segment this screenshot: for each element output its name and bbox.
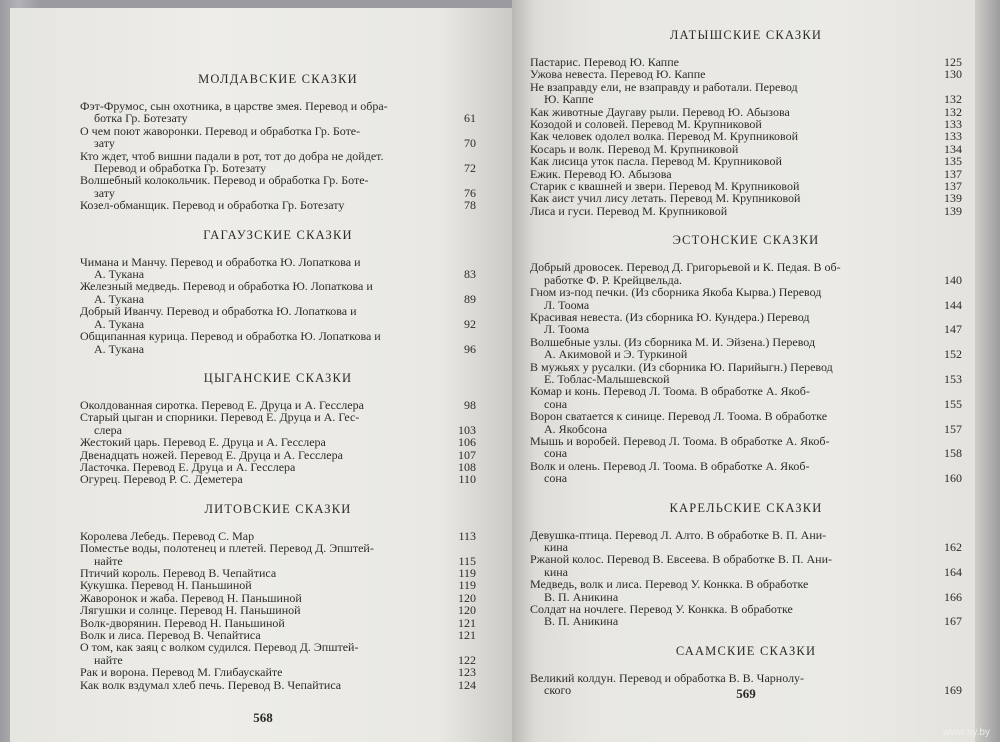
entry-title: [80, 305, 450, 330]
entry-page-number: 139: [944, 191, 962, 206]
entry-page-number: 115: [458, 553, 476, 568]
entry-line: Лягушки и солнце. Перевод Н. Паньшиной: [80, 603, 301, 618]
entry-page-number: 121: [458, 615, 476, 630]
entry-line: Е. Тоблас-Малышевской: [544, 371, 670, 386]
watermark: www.ay.by: [942, 727, 990, 738]
entry-line: Ласточка. Перевод Е. Друца и А. Гесслера: [80, 459, 296, 474]
entry-page-number: 132: [944, 92, 962, 107]
toc-entry: [530, 603, 962, 628]
entry-line: В. П. Аникина: [544, 589, 619, 604]
entry-page-number: 70: [464, 136, 476, 151]
entry-line: сона: [544, 446, 568, 461]
entry-line: А. Тукана: [94, 316, 145, 331]
toc-entry: [530, 336, 962, 361]
entry-line: сона: [544, 396, 568, 411]
entry-line: Поместье воды, полотенец и плетей. Перевод Д. Эпштей-: [80, 541, 374, 556]
toc-entry: [80, 473, 476, 485]
entry-line: Волк и лиса. Перевод В. Чепайтиса: [80, 628, 261, 642]
entry-line: А. Тукана: [94, 341, 145, 356]
entry-page-number: 120: [458, 603, 476, 618]
entry-line: Пастарис. Перевод Ю. Каппе: [530, 55, 679, 69]
entry-line: Как животные Даугаву рыли. Перевод Ю. Абызова: [530, 104, 790, 119]
right-contents: [530, 28, 962, 697]
entry-page-number: 152: [944, 347, 962, 362]
entry-page-number: 130: [944, 67, 962, 82]
toc-entry: [530, 361, 962, 386]
toc-entry: [80, 679, 476, 691]
entry-line: Волшебный колокольчик. Перевод и обработка Гр. Боте-: [80, 173, 369, 188]
entry-line: Добрый Иванчу. Перевод и обработка Ю. Лопаткова и: [80, 304, 357, 319]
entry-line: Мышь и воробей. Перевод Л. Тоома. В обработке А. Якоб-: [530, 433, 830, 448]
entry-line: Добрый дровосек. Перевод Д. Григорьевой и К. Педая. В об-: [530, 260, 841, 275]
entry-page-number: 92: [464, 316, 476, 331]
entry-page-number: 133: [944, 129, 962, 144]
entry-line: В мужьях у русалки. (Из сборника Ю. Парийыгн.) Перевод: [530, 359, 833, 374]
entry-line: ского: [544, 683, 572, 698]
entry-line: Как аист учил лису летать. Перевод М. Крупниковой: [530, 191, 801, 206]
entry-title: [530, 435, 936, 460]
entry-title: [80, 150, 450, 175]
toc-entry: [530, 553, 962, 578]
entry-title: [530, 603, 936, 628]
entry-page-number: 135: [944, 154, 962, 169]
entry-line: Чимана и Манчу. Перевод и обработка Ю. Лопаткова и: [80, 254, 361, 269]
entry-title: [80, 199, 450, 211]
entry-line: кина: [544, 540, 568, 554]
toc-section: [80, 502, 476, 691]
entry-title: [80, 330, 450, 355]
entry-line: А. Якобсона: [544, 421, 608, 436]
toc-entry: [530, 460, 962, 485]
entry-page-number: 110: [458, 472, 476, 487]
section-title: СААМСКИЕ СКАЗКИ: [675, 643, 817, 658]
toc-entry: [80, 280, 476, 305]
entry-line: Волшебные узлы. (Из сборника М. И. Эйзена.) Перевод: [530, 334, 816, 349]
entry-line: Красивая невеста. (Из сборника Ю. Кундера.) Перевод: [530, 309, 810, 324]
entry-title: [80, 280, 450, 305]
entry-line: Перевод и обработка Гр. Ботезату: [94, 161, 267, 176]
toc-entry: [530, 286, 962, 311]
entry-line: зату: [94, 136, 115, 151]
toc-entry: [80, 125, 476, 150]
entry-line: найте: [94, 652, 123, 667]
section-title: ГАГАУЗСКИЕ СКАЗКИ: [203, 227, 353, 242]
entry-line: зату: [94, 185, 115, 200]
entry-line: О чем поют жаворонки. Перевод и обработка Гр. Боте-: [80, 123, 361, 138]
entry-line: В. П. Аникина: [544, 614, 619, 629]
entry-title: [80, 411, 450, 436]
entry-page-number: 121: [458, 628, 476, 642]
entry-line: Не взаправду ели, не взаправду и работали. Перевод: [530, 79, 798, 94]
section-title: ЭСТОНСКИЕ СКАЗКИ: [672, 233, 820, 248]
entry-page-number: 125: [944, 55, 962, 69]
entry-page-number: 139: [944, 203, 962, 218]
entry-line: А. Тукана: [94, 291, 145, 306]
entry-page-number: 123: [458, 665, 476, 680]
entry-page-number: 107: [458, 447, 476, 462]
entry-page-number: 132: [944, 104, 962, 119]
entry-line: Жестокий царь. Перевод Е. Друца и А. Гесслера: [80, 435, 326, 450]
entry-line: Ежик. Перевод Ю. Абызова: [530, 166, 672, 181]
entry-title: [80, 473, 450, 485]
toc-entry: [530, 435, 962, 460]
entry-line: Великий колдун. Перевод и обработка В. В. Чарнолу-: [530, 670, 805, 685]
left-contents: [80, 72, 476, 691]
entry-page-number: 72: [464, 161, 476, 176]
entry-title: [530, 205, 936, 217]
toc-section: [80, 72, 476, 212]
entry-line: работке Ф. Р. Крейцвельда.: [544, 272, 683, 287]
entry-line: Волк и олень. Перевод Л. Тоома. В обработке А. Якоб-: [530, 458, 810, 473]
entry-line: Л. Тоома: [544, 322, 590, 337]
entry-page-number: 166: [944, 589, 962, 604]
entry-line: Девушка-птица. Перевод Л. Алто. В обработке В. П. Ани-: [530, 527, 827, 542]
entry-line: Фэт-Фрумос, сын охотника, в царстве змея. Перевод и обра-: [80, 99, 388, 113]
entry-page-number: 147: [944, 322, 962, 337]
toc-entry: [530, 81, 962, 106]
entry-title: [80, 542, 450, 567]
entry-page-number: 162: [944, 540, 962, 554]
entry-line: Комар и конь. Перевод Л. Тоома. В обработке А. Якоб-: [530, 384, 810, 399]
entry-line: Околдованная сиротка. Перевод Е. Друца и А. Гесслера: [80, 397, 364, 412]
entry-title: [530, 286, 936, 311]
entry-line: сона: [544, 471, 568, 486]
entry-page-number: 120: [458, 590, 476, 605]
entry-line: Ржаной колос. Перевод В. Евсеева. В обработке В. П. Ани-: [530, 552, 833, 567]
entry-page-number: 160: [944, 471, 962, 486]
entry-page-number: 158: [944, 446, 962, 461]
entry-title: [80, 641, 450, 666]
entry-page-number: 169: [944, 683, 962, 698]
entry-page-number: 98: [464, 397, 476, 412]
entry-title: [80, 125, 450, 150]
entry-title: [530, 410, 936, 435]
entry-line: Старик с квашней и звери. Перевод М. Крупниковой: [530, 179, 800, 194]
entry-page-number: 155: [944, 396, 962, 411]
entry-page-number: 83: [464, 267, 476, 282]
entry-line: Л. Тоома: [544, 297, 590, 312]
toc-section: [80, 371, 476, 486]
entry-title: [530, 529, 936, 554]
entry-line: Козел-обманщик. Перевод и обработка Гр. Ботезату: [80, 198, 345, 213]
entry-line: Двенадцать ножей. Перевод Е. Друца и А. Гесслера: [80, 447, 343, 462]
entry-line: Жаворонок и жаба. Перевод Н. Паньшиной: [80, 590, 302, 605]
entry-line: слера: [94, 422, 122, 437]
entry-page-number: 89: [464, 291, 476, 306]
entry-line: Кукушка. Перевод Н. Паньшиной: [80, 578, 252, 593]
toc-section: [530, 233, 962, 484]
toc-entry: [530, 261, 962, 286]
left-page-number: 568: [253, 710, 273, 725]
entry-line: Ворон сватается к синице. Перевод Л. Тоома. В обработке: [530, 409, 828, 424]
entry-page-number: 108: [458, 459, 476, 474]
toc-entry: [80, 150, 476, 175]
toc-entry: [530, 578, 962, 603]
entry-page-number: 137: [944, 179, 962, 194]
entry-line: О том, как заяц с волком судился. Перевод Д. Эпштей-: [80, 640, 359, 655]
section-title: ЛИТОВСКИЕ СКАЗКИ: [204, 501, 352, 516]
entry-page-number: 122: [458, 652, 476, 667]
entry-line: Косарь и волк. Перевод М. Крупниковой: [530, 141, 739, 156]
entry-title: [80, 679, 450, 691]
toc-entry: [530, 205, 962, 217]
entry-line: ботка Гр. Ботезату: [94, 111, 188, 126]
right-page-number: 569: [736, 686, 756, 701]
entry-page-number: 140: [944, 272, 962, 287]
entry-line: Птичий король. Перевод В. Чепайтиса: [80, 565, 277, 580]
entry-page-number: 96: [464, 341, 476, 356]
entry-line: Гном из-под печки. (Из сборника Якоба Кырва.) Перевод: [530, 285, 822, 300]
entry-line: Как волк вздумал хлеб печь. Перевод В. Чепайтиса: [80, 677, 342, 692]
entry-title: [530, 361, 936, 386]
toc-entry: [530, 410, 962, 435]
entry-title: [530, 553, 936, 578]
entry-title: [530, 578, 936, 603]
toc-section: [80, 228, 476, 355]
section-title: ЦЫГАНСКИЕ СКАЗКИ: [203, 370, 353, 385]
entry-line: А. Акимовой и Э. Туркиной: [544, 347, 688, 362]
entry-line: найте: [94, 553, 123, 568]
entry-title: [530, 311, 936, 336]
entry-page-number: 119: [458, 578, 476, 593]
toc-entry: [80, 330, 476, 355]
entry-line: Козодой и соловей. Перевод М. Крупниковой: [530, 117, 762, 132]
left-page: [10, 8, 516, 742]
entry-page-number: 103: [458, 422, 476, 437]
entry-title: [530, 81, 936, 106]
entry-line: Ужова невеста. Перевод Ю. Каппе: [530, 67, 706, 82]
right-page: [512, 0, 980, 742]
entry-line: Как человек одолел волка. Перевод М. Крупниковой: [530, 129, 799, 144]
toc-entry: [80, 641, 476, 666]
entry-page-number: 157: [944, 421, 962, 436]
entry-line: А. Тукана: [94, 267, 145, 282]
section-title: ЛАТЫШСКИЕ СКАЗКИ: [669, 28, 823, 42]
toc-entry: [80, 199, 476, 211]
entry-page-number: 137: [944, 166, 962, 181]
entry-line: Железный медведь. Перевод и обработка Ю. Лопаткова и: [80, 279, 373, 294]
entry-title: [80, 100, 450, 125]
entry-title: [80, 256, 450, 281]
entry-line: Лиса и гуси. Перевод М. Крупниковой: [530, 203, 728, 218]
entry-line: Как лисица уток пасла. Перевод М. Крупниковой: [530, 154, 782, 169]
entry-line: Медведь, волк и лиса. Перевод У. Конкка. В обработке: [530, 577, 809, 592]
entry-line: Волк-дворянин. Перевод Н. Паньшиной: [80, 615, 285, 630]
entry-title: [530, 460, 936, 485]
section-title: МОЛДАВСКИЕ СКАЗКИ: [198, 72, 358, 86]
section-title: КАРЕЛЬСКИЕ СКАЗКИ: [669, 500, 823, 515]
entry-title: [530, 336, 936, 361]
entry-page-number: 61: [464, 111, 476, 126]
entry-title: [80, 174, 450, 199]
entry-line: Кто ждет, чтоб вишни падали в рот, тот до добра не дойдет.: [80, 148, 384, 163]
entry-page-number: 153: [944, 371, 962, 386]
entry-page-number: 133: [944, 117, 962, 132]
entry-line: Рак и ворона. Перевод М. Глибаускайте: [80, 665, 283, 680]
page-edge: [975, 0, 1000, 742]
entry-page-number: 164: [944, 564, 962, 579]
entry-page-number: 113: [458, 528, 476, 543]
entry-page-number: 124: [458, 677, 476, 692]
entry-page-number: 134: [944, 141, 962, 156]
toc-section: [530, 28, 962, 217]
entry-line: кина: [544, 564, 568, 579]
entry-line: Старый цыган и спорники. Перевод Е. Друца и А. Гес-: [80, 410, 360, 425]
entry-page-number: 119: [458, 565, 476, 580]
entry-line: Ю. Каппе: [544, 92, 594, 107]
entry-page-number: 144: [944, 297, 962, 312]
toc-entry: [80, 305, 476, 330]
toc-entry: [80, 411, 476, 436]
toc-entry: [80, 256, 476, 281]
toc-entry: [530, 385, 962, 410]
toc-entry: [80, 542, 476, 567]
toc-entry: [80, 174, 476, 199]
entry-line: Королева Лебедь. Перевод С. Мар: [80, 528, 255, 543]
entry-title: [530, 385, 936, 410]
entry-page-number: 78: [464, 198, 476, 213]
entry-title: [530, 261, 936, 286]
toc-section: [530, 501, 962, 628]
entry-line: Огурец. Перевод Р. С. Деметера: [80, 472, 243, 487]
toc-entry: [530, 529, 962, 554]
entry-line: Солдат на ночлеге. Перевод У. Конкка. В обработке: [530, 602, 793, 617]
toc-entry: [530, 311, 962, 336]
entry-line: Общипанная курица. Перевод и обработка Ю. Лопаткова и: [80, 329, 381, 344]
entry-page-number: 76: [464, 185, 476, 200]
entry-page-number: 106: [458, 435, 476, 450]
entry-page-number: 167: [944, 614, 962, 629]
toc-entry: [80, 100, 476, 125]
